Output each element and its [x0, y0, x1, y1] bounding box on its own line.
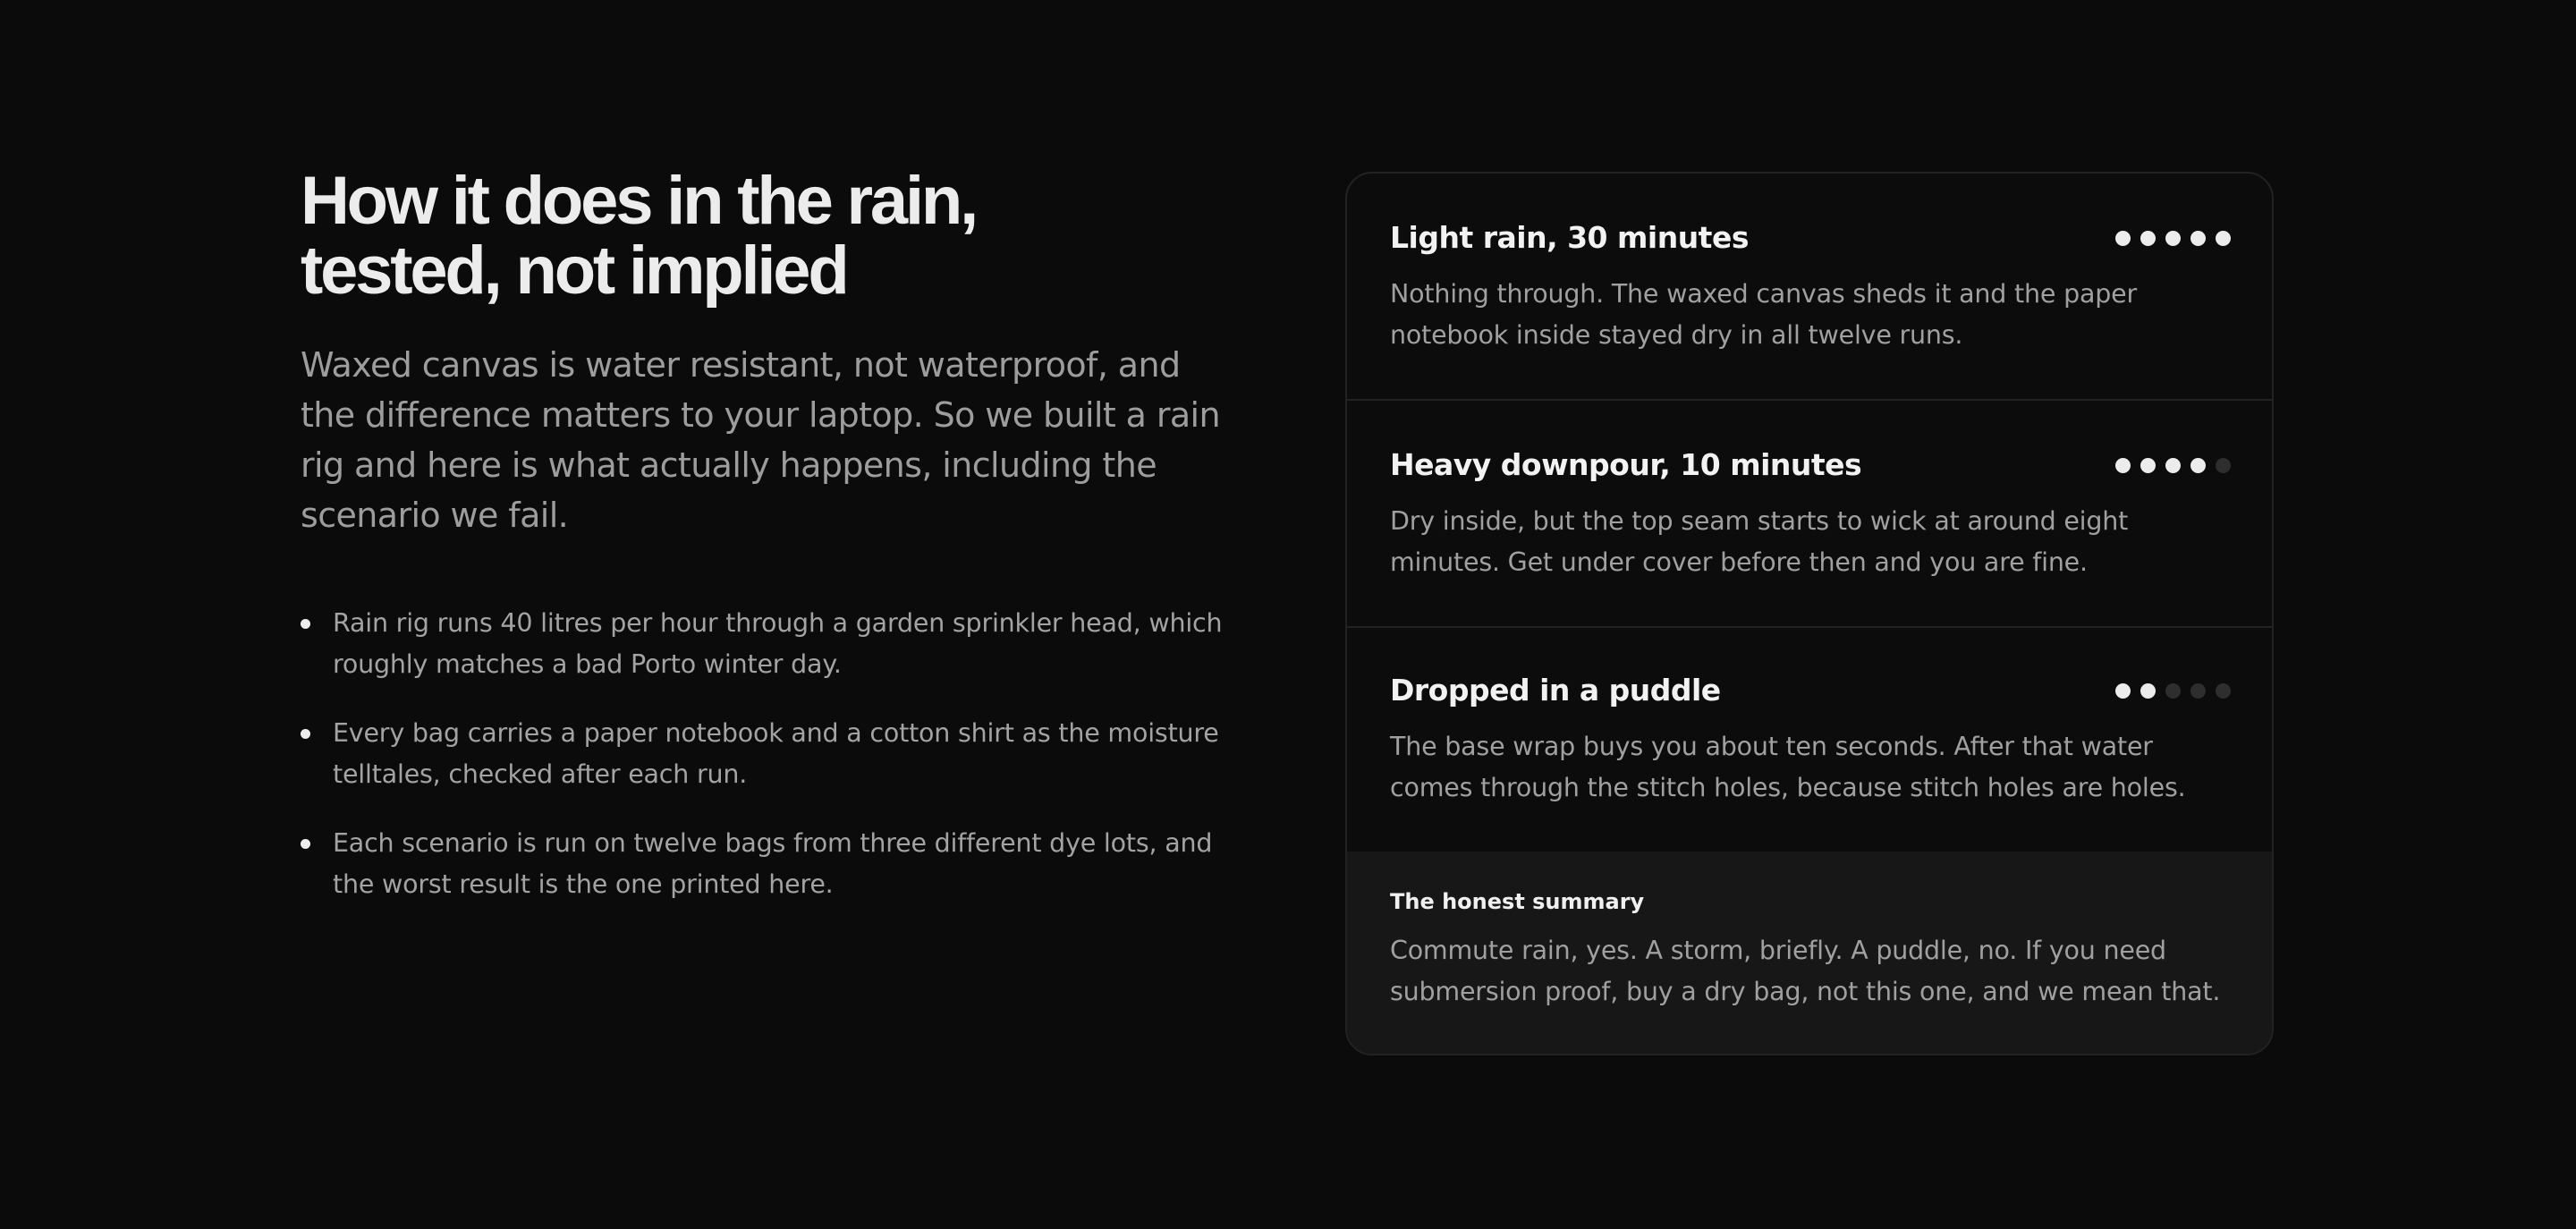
rating-dot-filled-icon [2115, 231, 2131, 246]
list-item [301, 603, 1240, 685]
scenario-description: Nothing through. The waxed canvas sheds it and the paper notebook inside stayed dry in all twelve runs. [1390, 279, 2137, 350]
honest-summary [1347, 852, 2272, 1054]
rating-dot-empty-icon [2216, 683, 2231, 699]
rating-dot-filled-icon [2190, 231, 2206, 246]
rating-dot-filled-icon [2165, 458, 2181, 473]
rating-dot-filled-icon [2115, 683, 2131, 699]
list-item [301, 713, 1240, 795]
scenario-row-light-rain [1347, 174, 2272, 401]
intro-paragraph: Waxed canvas is water resistant, not waterproof, and the difference matters to your laptop. So we built a rain rig and here is what actually happens, including the scenario we fail. [301, 345, 1220, 535]
rain-test-card [1345, 172, 2274, 1055]
test-method-list [301, 603, 1240, 905]
rating-dot-filled-icon [2216, 231, 2231, 246]
rating-dots [2115, 231, 2231, 246]
list-item [301, 823, 1240, 905]
rating-dots [2115, 683, 2231, 699]
scenario-title: Heavy downpour, 10 minutes [1390, 447, 1862, 482]
scenario-description: The base wrap buys you about ten seconds. After that water comes through the stitch holes, because stitch holes are holes. [1390, 732, 2186, 802]
list-item-text: Rain rig runs 40 litres per hour through a garden sprinkler head, which roughly matches a bad Porto winter day. [333, 608, 1223, 679]
summary-label: The honest summary [1390, 889, 1645, 914]
scenario-title: Dropped in a puddle [1390, 673, 1721, 708]
page-title-line-1: How it does in the rain, [301, 163, 977, 239]
bullet-dot-icon [301, 839, 310, 849]
rating-dot-filled-icon [2140, 683, 2156, 699]
scenario-description: Dry inside, but the top seam starts to wick at around eight minutes. Get under cover before then and you are fine. [1390, 506, 2129, 577]
summary-text: Commute rain, yes. A storm, briefly. A puddle, no. If you need submersion proof, buy a dry bag, not this one, and we mean that. [1390, 936, 2221, 1006]
rating-dot-filled-icon [2165, 231, 2181, 246]
rating-dot-filled-icon [2115, 458, 2131, 473]
rating-dot-filled-icon [2140, 458, 2156, 473]
rating-dot-filled-icon [2190, 458, 2206, 473]
scenario-row-puddle [1347, 628, 2272, 855]
page-title [301, 163, 1240, 309]
list-item-text: Each scenario is run on twelve bags from three different dye lots, and the worst result is the one printed here. [333, 828, 1213, 899]
rating-dot-empty-icon [2190, 683, 2206, 699]
rating-dots [2115, 458, 2231, 473]
bullet-dot-icon [301, 729, 310, 739]
rating-dot-empty-icon [2216, 458, 2231, 473]
list-item-text: Every bag carries a paper notebook and a cotton shirt as the moisture telltales, checked after each run. [333, 718, 1219, 789]
rating-dot-filled-icon [2140, 231, 2156, 246]
bullet-dot-icon [301, 619, 310, 629]
scenario-row-heavy-downpour [1347, 401, 2272, 628]
page-title-line-2: tested, not implied [301, 233, 847, 309]
intro-section [301, 163, 1240, 933]
scenario-title: Light rain, 30 minutes [1390, 220, 1749, 255]
rating-dot-empty-icon [2165, 683, 2181, 699]
